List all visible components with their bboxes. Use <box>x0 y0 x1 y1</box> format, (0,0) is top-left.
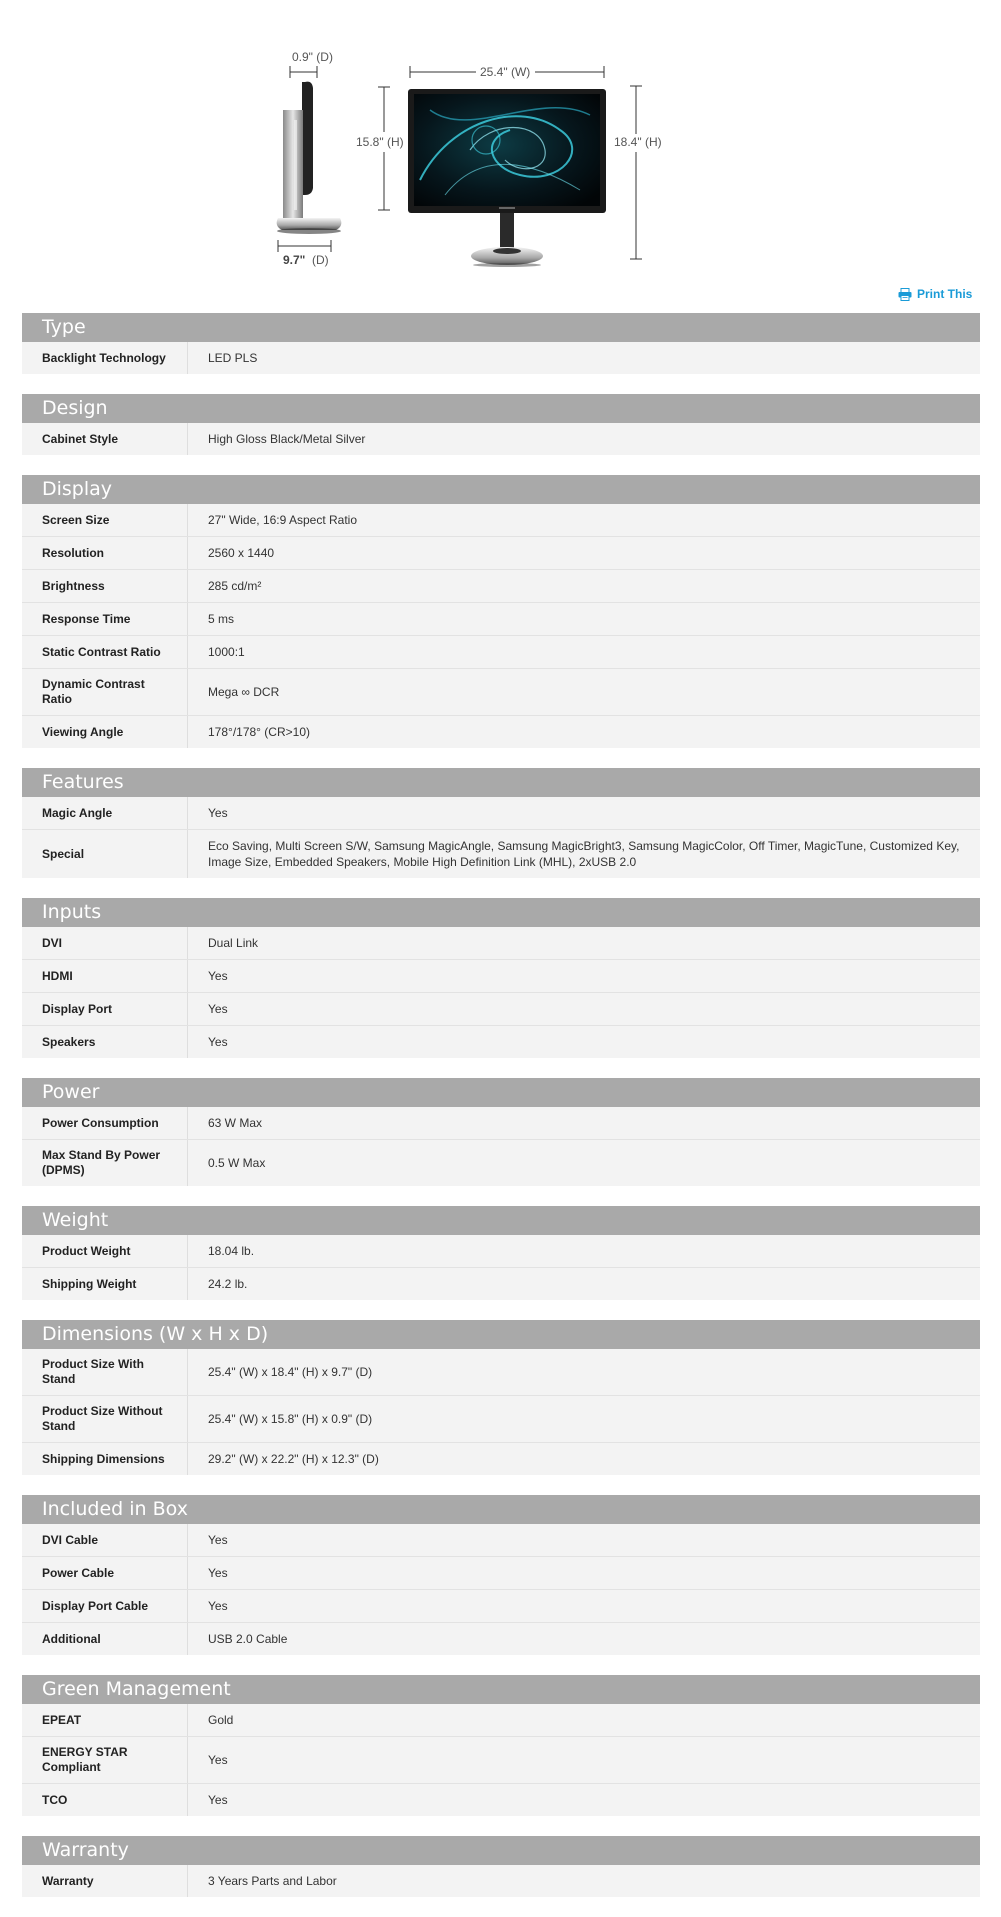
spec-label: Resolution <box>22 537 188 569</box>
spec-row <box>22 1557 980 1590</box>
spec-label: Special <box>22 830 188 878</box>
spec-value: High Gloss Black/Metal Silver <box>208 432 366 446</box>
spec-row <box>22 1737 980 1784</box>
spec-row <box>22 993 980 1026</box>
print-this-label: Print This <box>917 287 973 301</box>
spec-value: 1000:1 <box>208 645 245 659</box>
spec-row <box>22 1623 980 1655</box>
spec-section-type <box>22 313 980 374</box>
spec-label: Product Size With Stand <box>22 1349 188 1395</box>
panel-height-label: 15.8" (H) <box>356 135 404 149</box>
spec-label: Product Size Without Stand <box>22 1396 188 1442</box>
spec-section-dimensions-w-x-h-x-d <box>22 1320 980 1475</box>
spec-row <box>22 423 980 455</box>
spec-label: Screen Size <box>22 504 188 536</box>
section-header: Design <box>22 394 980 423</box>
spec-value: Yes <box>208 1533 228 1547</box>
spec-label: Backlight Technology <box>22 342 188 374</box>
section-header: Features <box>22 768 980 797</box>
spec-value: 27" Wide, 16:9 Aspect Ratio <box>208 513 358 527</box>
spec-value: 3 Years Parts and Labor <box>208 1874 337 1888</box>
section-header: Power <box>22 1078 980 1107</box>
spec-row <box>22 1026 980 1058</box>
spec-row <box>22 1140 980 1186</box>
spec-row <box>22 1704 980 1737</box>
spec-value: 285 cd/m² <box>208 579 262 593</box>
side-view-illustration <box>277 82 342 234</box>
total-height-label: 18.4" (H) <box>614 135 662 149</box>
section-header: Green Management <box>22 1675 980 1704</box>
spec-value: 178°/178° (CR>10) <box>208 725 310 739</box>
spec-value: LED PLS <box>208 351 258 365</box>
spec-value: 63 W Max <box>208 1116 263 1130</box>
spec-label: DVI <box>22 927 188 959</box>
spec-label: EPEAT <box>22 1704 188 1736</box>
spec-value: 5 ms <box>208 612 235 626</box>
spec-row <box>22 504 980 537</box>
spec-value: Mega ∞ DCR <box>208 685 280 699</box>
section-header: Inputs <box>22 898 980 927</box>
spec-label: ENERGY STAR Compliant <box>22 1737 188 1783</box>
spec-row <box>22 1349 980 1396</box>
spec-label: Dynamic Contrast Ratio <box>22 669 188 715</box>
spec-row <box>22 570 980 603</box>
spec-row <box>22 1107 980 1140</box>
spec-row <box>22 1590 980 1623</box>
spec-section-features <box>22 768 980 878</box>
spec-label: Shipping Dimensions <box>22 1443 188 1475</box>
spec-value: 18.04 lb. <box>208 1244 255 1258</box>
spec-value: 0.5 W Max <box>208 1156 266 1170</box>
print-this-link[interactable] <box>898 287 972 301</box>
spec-value: Dual Link <box>208 936 259 950</box>
spec-value: USB 2.0 Cable <box>208 1632 288 1646</box>
product-dimension-diagram <box>0 0 1001 280</box>
spec-value: Yes <box>208 1002 228 1016</box>
spec-label: Brightness <box>22 570 188 602</box>
spec-label: Cabinet Style <box>22 423 188 455</box>
spec-section-weight <box>22 1206 980 1300</box>
spec-label: Response Time <box>22 603 188 635</box>
spec-value: Yes <box>208 1035 228 1049</box>
spec-section-design <box>22 394 980 455</box>
spec-label: Magic Angle <box>22 797 188 829</box>
spec-row <box>22 636 980 669</box>
spec-value: 29.2" (W) x 22.2" (H) x 12.3" (D) <box>208 1452 379 1466</box>
section-header: Warranty <box>22 1836 980 1865</box>
spec-row <box>22 603 980 636</box>
spec-row <box>22 1865 980 1897</box>
spec-value: Yes <box>208 1753 228 1767</box>
spec-label: Static Contrast Ratio <box>22 636 188 668</box>
depth-top-label: 0.9" (D) <box>292 50 333 64</box>
spec-row <box>22 960 980 993</box>
front-view-illustration <box>408 89 606 267</box>
spec-label: Viewing Angle <box>22 716 188 748</box>
section-header: Dimensions (W x H x D) <box>22 1320 980 1349</box>
spec-value: 25.4" (W) x 18.4" (H) x 9.7" (D) <box>208 1365 373 1379</box>
spec-section-warranty <box>22 1836 980 1897</box>
spec-row <box>22 716 980 748</box>
spec-value: Yes <box>208 1566 228 1580</box>
printer-icon <box>898 288 912 301</box>
spec-row <box>22 669 980 716</box>
spec-label: Product Weight <box>22 1235 188 1267</box>
spec-label: Max Stand By Power (DPMS) <box>22 1140 188 1186</box>
spec-row <box>22 1784 980 1816</box>
spec-label: Display Port Cable <box>22 1590 188 1622</box>
spec-label: Shipping Weight <box>22 1268 188 1300</box>
spec-section-inputs <box>22 898 980 1058</box>
spec-value: 2560 x 1440 <box>208 546 275 560</box>
spec-row <box>22 342 980 374</box>
spec-section-display <box>22 475 980 748</box>
spec-section-included-in-box <box>22 1495 980 1655</box>
spec-value: Yes <box>208 806 228 820</box>
spec-value: Eco Saving, Multi Screen S/W, Samsung MagicAngle, Samsung MagicBright3, Samsung MagicColor, Off Timer, MagicTune, Customized Key, Image Size, Embedded Speakers, Mobile High Definition Link (MHL), 2xUSB 2.0 <box>208 839 960 869</box>
spec-label: Power Consumption <box>22 1107 188 1139</box>
spec-section-green-management <box>22 1675 980 1816</box>
spec-label: TCO <box>22 1784 188 1816</box>
spec-row <box>22 537 980 570</box>
spec-value: Yes <box>208 1793 228 1807</box>
spec-label: DVI Cable <box>22 1524 188 1556</box>
spec-value: Yes <box>208 1599 228 1613</box>
section-header: Type <box>22 313 980 342</box>
section-header: Display <box>22 475 980 504</box>
spec-row <box>22 1268 980 1300</box>
spec-section-power <box>22 1078 980 1186</box>
spec-row <box>22 1396 980 1443</box>
depth-base-label: 9.7" <box>283 253 306 267</box>
section-header: Weight <box>22 1206 980 1235</box>
spec-label: Warranty <box>22 1865 188 1897</box>
section-header: Included in Box <box>22 1495 980 1524</box>
spec-value: 24.2 lb. <box>208 1277 248 1291</box>
depth-base-unit: (D) <box>312 253 329 267</box>
spec-label: Additional <box>22 1623 188 1655</box>
spec-row <box>22 830 980 878</box>
spec-label: Speakers <box>22 1026 188 1058</box>
spec-value: 25.4" (W) x 15.8" (H) x 0.9" (D) <box>208 1412 373 1426</box>
spec-row <box>22 927 980 960</box>
specifications-list <box>22 313 980 1917</box>
spec-label: Power Cable <box>22 1557 188 1589</box>
spec-value: Yes <box>208 969 228 983</box>
width-label: 25.4" (W) <box>480 65 531 79</box>
spec-row <box>22 1524 980 1557</box>
spec-label: Display Port <box>22 993 188 1025</box>
spec-row <box>22 1443 980 1475</box>
spec-row <box>22 1235 980 1268</box>
spec-value: Gold <box>208 1713 234 1727</box>
spec-label: HDMI <box>22 960 188 992</box>
spec-row <box>22 797 980 830</box>
